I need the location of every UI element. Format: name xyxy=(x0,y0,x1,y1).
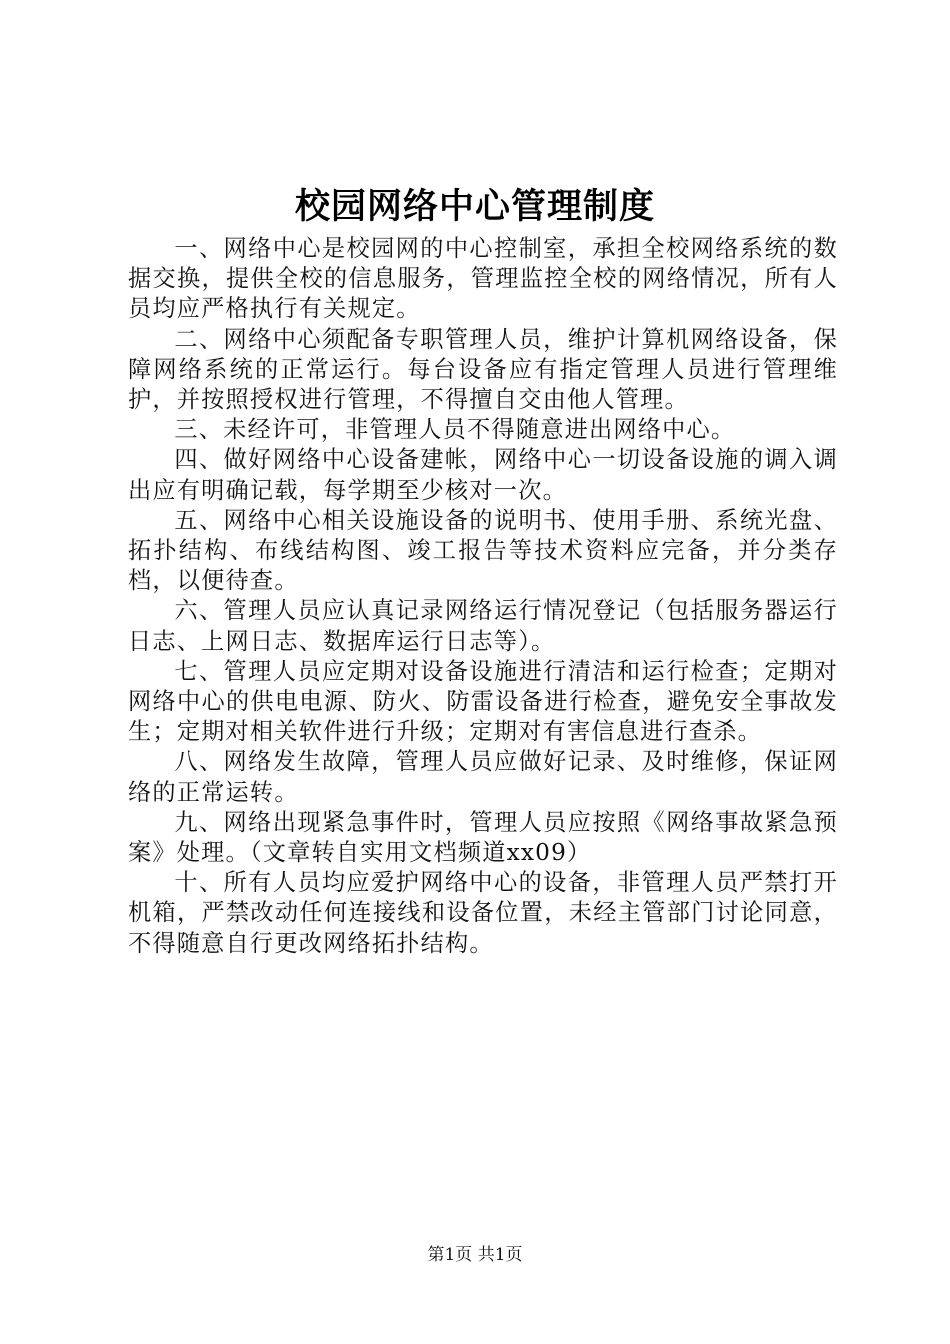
paragraph-4: 四、做好网络中心设备建帐，网络中心一切设备设施的调入调出应有明确记载，每学期至少核对一次。 xyxy=(128,446,838,504)
document-body xyxy=(128,234,838,959)
paragraph-2: 二、网络中心须配备专职管理人员，维护计算机网络设备，保障网络系统的正常运行。每台设备应有指定管理人员进行管理维护，并按照授权进行管理，不得擅自交由他人管理。 xyxy=(128,325,838,414)
paragraph-3: 三、未经许可，非管理人员不得随意进出网络中心。 xyxy=(174,416,736,444)
paragraph-10: 十、所有人员均应爱护网络中心的设备，非管理人员严禁打开机箱，严禁改动任何连接线和设备位置，未经主管部门讨论同意，不得随意自行更改网络拓扑结构。 xyxy=(128,869,838,957)
paragraph-1: 一、网络中心是校园网的中心控制室，承担全校网络系统的数据交换，提供全校的信息服务，管理监控全校的网络情况，所有人员均应严格执行有关规定。 xyxy=(128,235,838,323)
paragraph-8: 八、网络发生故障，管理人员应做好记录、及时维修，保证网络的正常运转。 xyxy=(128,748,838,806)
paragraph-9: 九、网络出现紧急事件时，管理人员应按照《网络事故紧急预案》处理。（文章转自实用文档频道xx09） xyxy=(128,808,838,867)
page-footer: 第1页 共1页 xyxy=(427,1245,523,1265)
paragraph-7: 七、管理人员应定期对设备设施进行清洁和运行检查；定期对网络中心的供电电源、防火、防雷设备进行检查，避免安全事故发生；定期对相关软件进行升级；定期对有害信息进行查杀。 xyxy=(128,657,838,746)
paragraph-5: 五、网络中心相关设施设备的说明书、使用手册、系统光盘、拓扑结构、布线结构图、竣工报告等技术资料应完备，并分类存档，以便待查。 xyxy=(128,506,838,595)
paragraph-6: 六、管理人员应认真记录网络运行情况登记（包括服务器运行日志、上网日志、数据库运行日志等）。 xyxy=(128,597,838,655)
document-title: 校园网络中心管理制度 xyxy=(294,187,655,227)
